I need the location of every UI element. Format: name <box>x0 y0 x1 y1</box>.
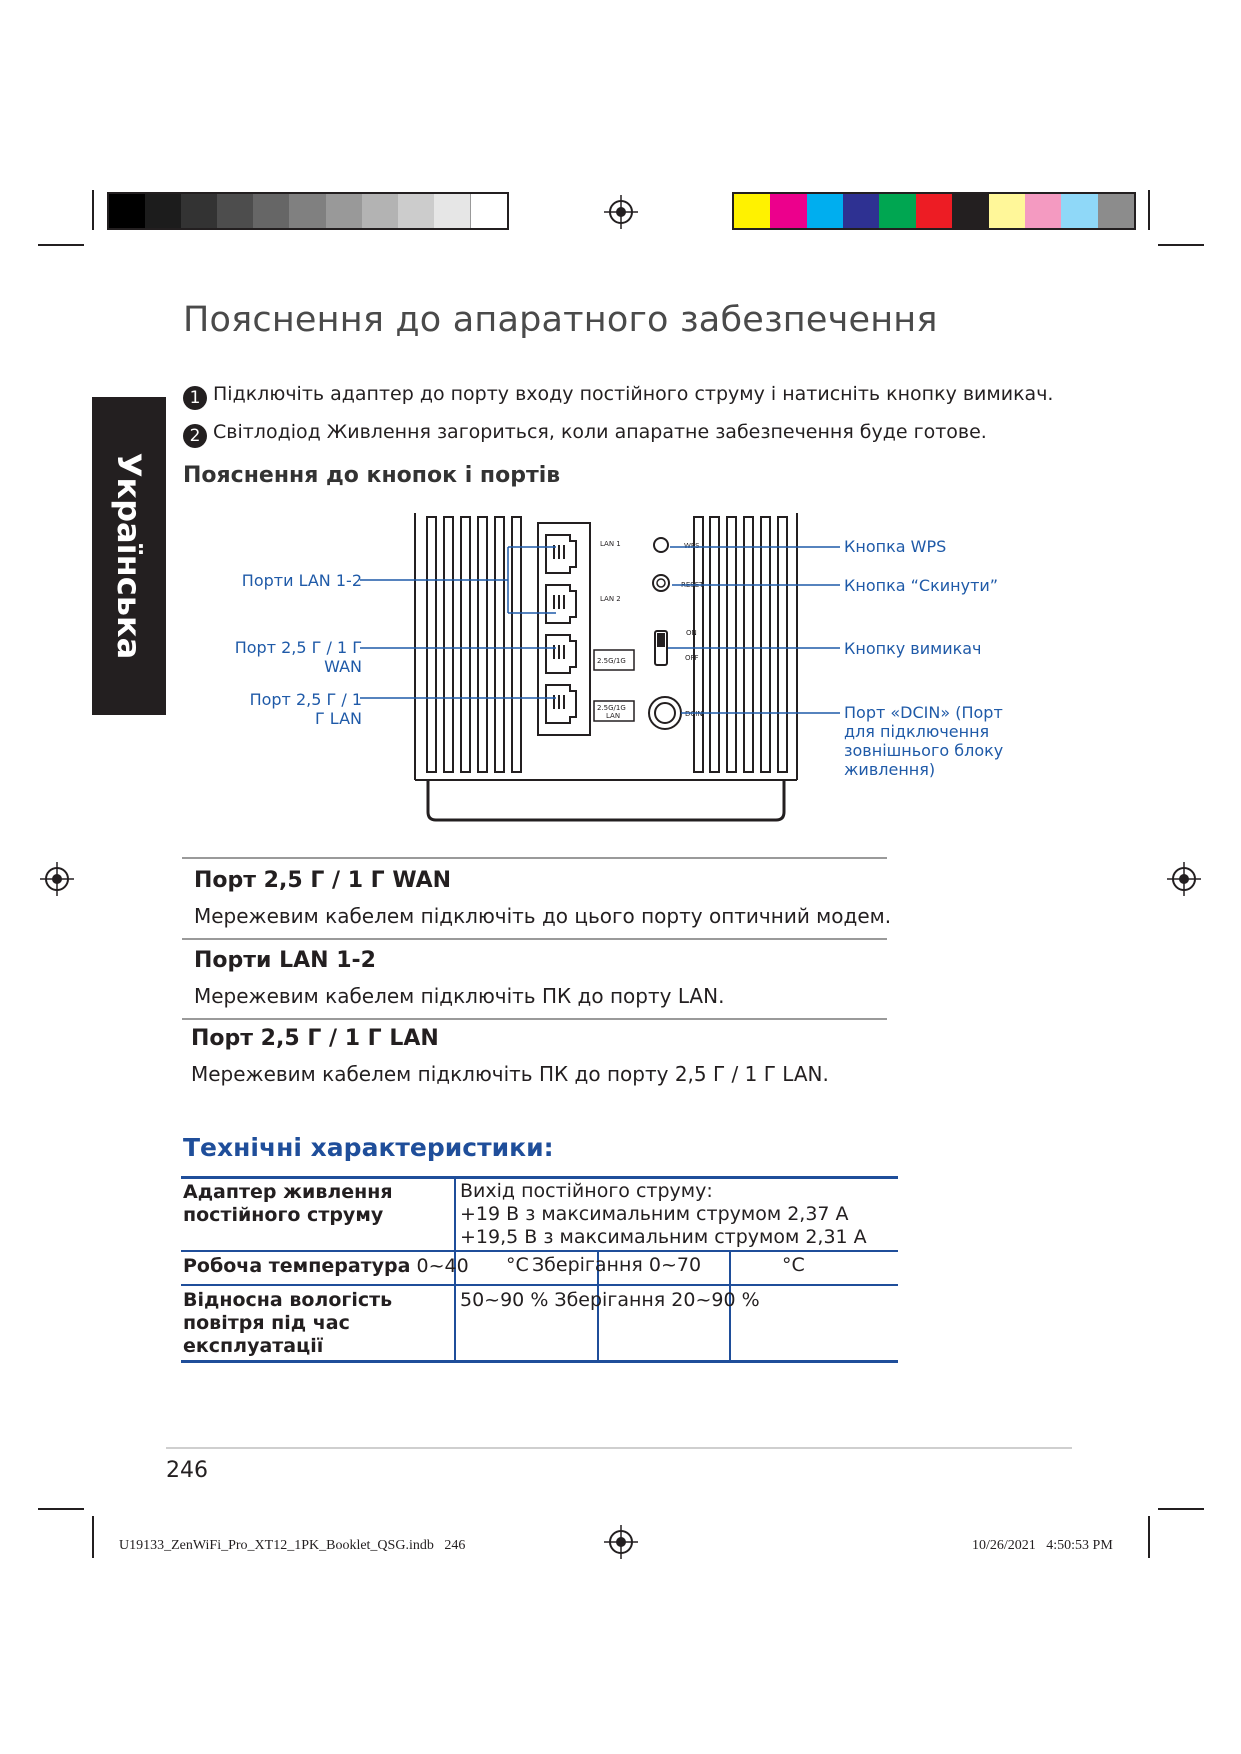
crop-mark <box>1148 190 1150 230</box>
page-title: Пояснення до апаратного забезпечення <box>183 300 938 340</box>
crop-mark <box>1158 1508 1204 1510</box>
step-number-badge: 1 <box>183 386 207 410</box>
port-wan-title: Порт 2,5 Г / 1 Г WAN <box>194 868 452 893</box>
color-bar <box>732 192 1136 230</box>
label-lan12: Порти LAN 1-2 <box>241 571 362 590</box>
router-back-panel-diagram <box>360 505 840 825</box>
crop-mark <box>38 244 84 246</box>
step-text: Підключіть адаптер до порту входу постійного струму і натисніть кнопку вимикач. <box>213 383 1054 405</box>
footer-timestamp: 10/26/2021 4:50:53 PM <box>972 1538 1113 1553</box>
language-tab-label: Українська <box>110 452 148 660</box>
device-label-port3: 2.5G/1G <box>597 657 626 665</box>
device-label-port4-lan: LAN <box>606 712 621 720</box>
spec-humidity-value: 50~90 % Зберігання 20~90 % <box>460 1289 760 1311</box>
spec-temp-unit-1: °C <box>506 1254 529 1276</box>
crop-mark <box>1158 244 1204 246</box>
port-lan-desc: Мережевим кабелем підключіть ПК до порту 2,5 Г / 1 Г LAN. <box>191 1062 829 1086</box>
device-label-lan1: LAN 1 <box>600 540 621 548</box>
label-reset-button: Кнопка “Скинути” <box>844 576 999 595</box>
grayscale-bar <box>107 192 509 230</box>
crop-mark <box>92 1516 94 1558</box>
spec-adapter-label: Адаптер живлення постійного струму <box>183 1181 393 1226</box>
label-lan-port: Порт 2,5 Г / 1 Г LAN <box>249 690 362 728</box>
device-label-reset: RESET <box>681 581 704 589</box>
device-label-dcin: DCIN <box>685 710 703 718</box>
registration-mark-icon <box>1167 862 1201 896</box>
spec-humidity-label: Відносна вологість повітря під час експлуатації <box>183 1289 393 1357</box>
page-number: 246 <box>166 1458 208 1483</box>
label-power-switch: Кнопку вимикач <box>844 639 982 658</box>
spec-temp-label: Робоча температура 0~40 <box>183 1255 469 1277</box>
device-label-off: OFF <box>685 654 699 662</box>
spec-temp-storage: Зберігання 0~70 <box>532 1254 702 1276</box>
port-wan-desc: Мережевим кабелем підключіть до цього порту оптичний модем. <box>194 904 892 928</box>
label-dcin-port: Порт «DCIN» (Порт для підключення зовнішнього блоку живлення) <box>844 703 1004 779</box>
crop-mark <box>92 190 94 230</box>
registration-mark-icon <box>604 195 638 229</box>
step-1 <box>183 383 1053 410</box>
step-2 <box>183 421 987 448</box>
spec-adapter-value: Вихід постійного струму: +19 В з максимальним струмом 2,37 А +19,5 В з максимальним струмом 2,31 А <box>460 1180 867 1248</box>
port-lan12-title: Порти LAN 1-2 <box>194 948 376 973</box>
label-wan-port: Порт 2,5 Г / 1 Г WAN <box>234 638 362 676</box>
device-label-port4: 2.5G/1G <box>597 704 626 712</box>
section-divider <box>182 1018 887 1020</box>
step-number-badge: 2 <box>183 424 207 448</box>
buttons-ports-heading: Пояснення до кнопок і портів <box>183 463 561 488</box>
registration-mark-icon <box>604 1525 638 1559</box>
specs-heading: Технічні характеристики: <box>183 1133 554 1162</box>
crop-mark <box>38 1508 84 1510</box>
step-text: Світлодіод Живлення загориться, коли апаратне забезпечення буде готове. <box>213 421 987 443</box>
port-lan12-desc: Мережевим кабелем підключіть ПК до порту LAN. <box>194 984 725 1008</box>
label-wps-button: Кнопка WPS <box>844 537 947 556</box>
section-divider <box>182 857 887 859</box>
spec-temp-op: 0~40 <box>416 1255 469 1277</box>
device-label-wps: WPS <box>684 542 700 550</box>
crop-mark <box>1148 1516 1150 1558</box>
registration-mark-icon <box>40 862 74 896</box>
section-divider <box>182 938 887 940</box>
device-label-lan2: LAN 2 <box>600 595 621 603</box>
port-lan-title: Порт 2,5 Г / 1 Г LAN <box>191 1026 439 1051</box>
spec-temp-unit-2: °C <box>782 1254 805 1276</box>
footer-divider <box>166 1447 1072 1449</box>
language-tab <box>92 397 166 715</box>
device-label-on: ON <box>686 629 697 637</box>
footer-file-info: U19133_ZenWiFi_Pro_XT12_1PK_Booklet_QSG.indb 246 <box>119 1538 466 1553</box>
